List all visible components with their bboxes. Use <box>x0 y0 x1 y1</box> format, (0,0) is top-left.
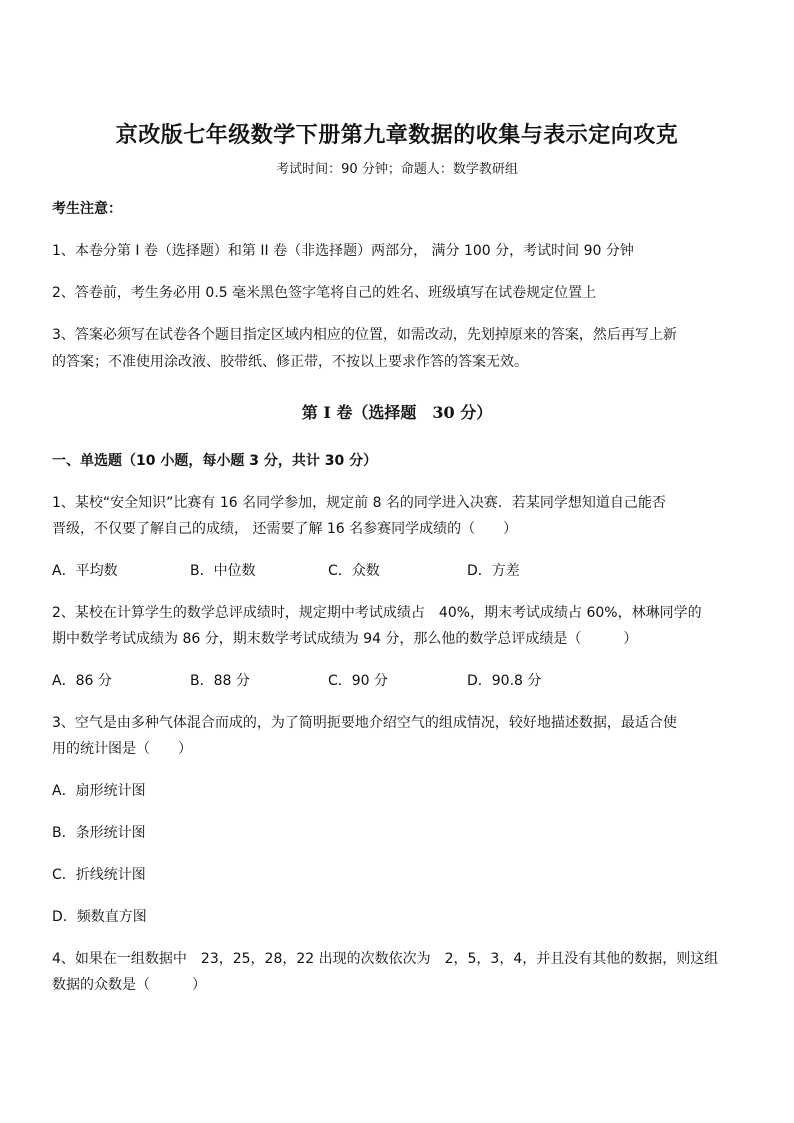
option-a[interactable]: A．86 分 <box>52 673 112 689</box>
option-b[interactable]: B．中位数 <box>190 563 256 579</box>
notice-item-3-line-1: 3、答案必须写在试卷各个题目指定区域内相应的位置，如需改动，先划掉原来的答案，然后再写上新 <box>52 327 677 343</box>
question-text-line: 3、空气是由多种气体混合而成的，为了简明扼要地介绍空气的组成情况，较好地描述数据，最适合使 <box>52 715 677 731</box>
option-b[interactable]: B．88 分 <box>190 673 250 689</box>
option-b[interactable]: B．条形统计图 <box>52 825 146 841</box>
question-text-line: 用的统计图是（ ） <box>52 741 192 757</box>
question-text-line: 1、某校“安全知识”比赛有 16 名同学参加，规定前 8 名的同学进入决赛．若某同学想知道自己能否 <box>52 495 666 511</box>
notice-item-1: 1、本卷分第 I 卷（选择题）和第 II 卷（非选择题）两部分， 满分 100 分，考试时间 90 分钟 <box>52 243 634 259</box>
notice-item-3-line-2: 的答案；不准使用涂改液、胶带纸、修正带，不按以上要求作答的答案无效。 <box>52 354 528 370</box>
option-a[interactable]: A．扇形统计图 <box>52 783 146 799</box>
notice-item-2: 2、答卷前，考生务必用 0.5 毫米黑色签字笔将自己的姓名、班级填写在试卷规定位置上 <box>52 285 597 301</box>
question-text-line: 数据的众数是（ ） <box>52 977 206 993</box>
question-text-line: 2、某校在计算学生的数学总评成绩时，规定期中考试成绩占 40%，期末考试成绩占 60%，林琳同学的 <box>52 605 702 621</box>
part-heading: 一、单选题（10 小题，每小题 3 分，共计 30 分） <box>52 453 378 469</box>
option-d[interactable]: D．方差 <box>467 563 520 579</box>
option-d[interactable]: D．90.8 分 <box>467 673 542 689</box>
question-text-line: 期中数学考试成绩为 86 分，期末数学考试成绩为 94 分，那么他的数学总评成绩是（ ） <box>52 631 638 647</box>
option-c[interactable]: C．众数 <box>328 563 380 579</box>
option-c[interactable]: C．折线统计图 <box>52 867 146 883</box>
option-a[interactable]: A．平均数 <box>52 563 118 579</box>
exam-title: 京改版七年级数学下册第九章数据的收集与表示定向攻克 <box>115 122 679 148</box>
notice-heading: 考生注意： <box>52 201 122 217</box>
exam-subtitle: 考试时间：90 分钟；命题人：数学教研组 <box>276 162 518 177</box>
option-d[interactable]: D．频数直方图 <box>52 909 147 925</box>
section-title: 第 I 卷（选择题 30 分） <box>301 403 493 422</box>
question-text-line: 4、如果在一组数据中 23，25，28，22 出现的次数依次为 2，5，3，4，并且没有其他的数据，则这组 <box>52 951 719 967</box>
question-text-line: 晋级，不仅要了解自己的成绩， 还需要了解 16 名参赛同学成绩的（ ） <box>52 521 518 537</box>
option-c[interactable]: C．90 分 <box>328 673 389 689</box>
